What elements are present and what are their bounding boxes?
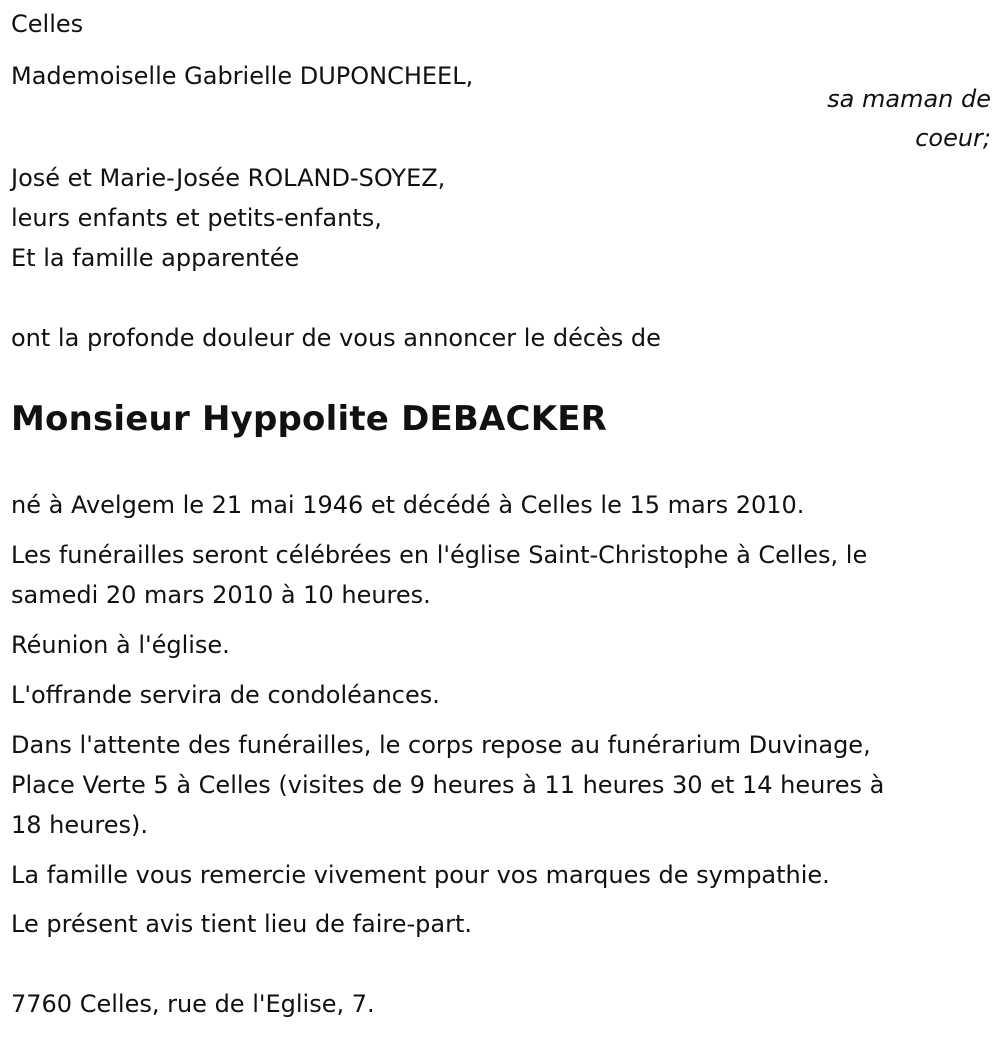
birth-death-line: né à Avelgem le 21 mai 1946 et décédé à Celles le 15 mars 2010. xyxy=(11,491,805,519)
deceased-name: Monsieur Hyppolite DEBACKER xyxy=(11,399,608,439)
place-heading: Celles xyxy=(11,10,84,38)
repose-line-1: Dans l'attente des funérailles, le corps repose au funérarium Duvinage, xyxy=(11,731,871,759)
repose-line-3: 18 heures). xyxy=(11,811,148,839)
relation-line-1: sa maman de xyxy=(827,85,991,113)
address-line: 7760 Celles, rue de l'Eglise, 7. xyxy=(11,990,375,1018)
relation-line-2: coeur; xyxy=(915,124,991,152)
announcement: ont la profonde douleur de vous annoncer le décès de xyxy=(11,324,661,352)
thanks-line: La famille vous remercie vivement pour vos marques de sympathie. xyxy=(11,861,830,889)
meeting-line: Réunion à l'église. xyxy=(11,631,230,659)
funeral-line-1: Les funérailles seront célébrées en l'église Saint-Christophe à Celles, le xyxy=(11,541,868,569)
family-line-3: Et la famille apparentée xyxy=(11,244,300,272)
offering-line: L'offrande servira de condoléances. xyxy=(11,681,440,709)
repose-line-2: Place Verte 5 à Celles (visites de 9 heures à 11 heures 30 et 14 heures à xyxy=(11,771,885,799)
family-line-1: José et Marie-Josée ROLAND-SOYEZ, xyxy=(11,164,446,192)
family-line-2: leurs enfants et petits-enfants, xyxy=(11,204,382,232)
funeral-line-2: samedi 20 mars 2010 à 10 heures. xyxy=(11,581,431,609)
notice-line: Le présent avis tient lieu de faire-part. xyxy=(11,910,473,938)
first-mourner: Mademoiselle Gabrielle DUPONCHEEL, xyxy=(11,62,474,90)
